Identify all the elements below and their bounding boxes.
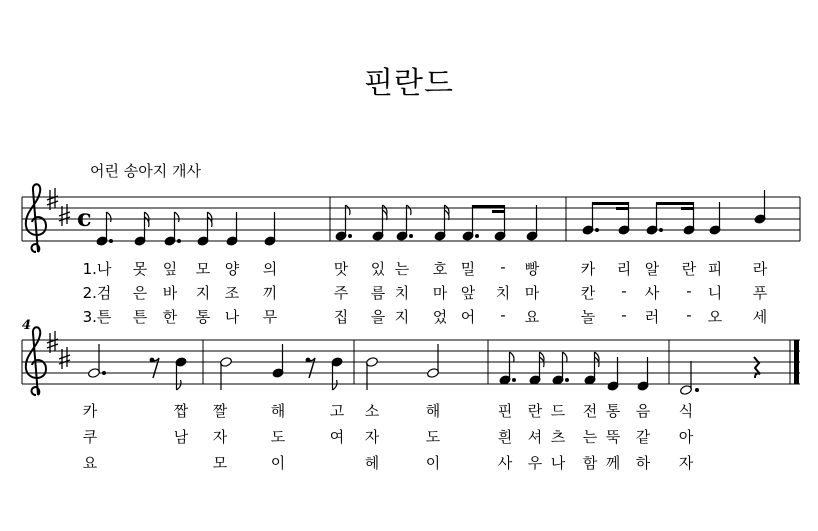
lyric-syllable: 피: [707, 260, 723, 278]
lyric-syllable: 바: [162, 284, 178, 302]
lyric-syllable: 양: [224, 260, 240, 278]
lyric-syllable: 알: [644, 260, 660, 278]
lyric-syllable: 리: [616, 260, 632, 278]
lyric-syllable: 카: [580, 260, 596, 278]
lyric-syllable: 칸: [580, 284, 596, 302]
lyric-line-2-verse-1: [0, 400, 818, 420]
lyric-syllable: 마: [524, 284, 540, 302]
lyric-syllable: 통: [195, 308, 211, 326]
lyric-syllable: 있: [370, 260, 386, 278]
lyric-syllable: 튼: [132, 308, 148, 326]
lyric-syllable: 카: [82, 402, 98, 420]
lyric-syllable: 러: [644, 308, 660, 326]
lyric-syllable: 놀: [580, 308, 596, 326]
lyric-syllable: 3.튼: [82, 308, 112, 326]
lyric-syllable: 헤: [364, 454, 380, 472]
lyric-syllable: 통: [605, 402, 621, 420]
lyric-syllable: 도: [270, 428, 286, 446]
lyric-syllable: 도: [425, 428, 441, 446]
lyric-syllable: 함: [582, 454, 598, 472]
common-time-icon: c: [77, 203, 92, 232]
lyric-syllable: 요: [82, 454, 98, 472]
lyric-syllable: 전: [582, 402, 598, 420]
lyric-syllable: 음: [635, 402, 651, 420]
lyric-syllable: 여: [329, 428, 345, 446]
lyric-syllable: 츠: [550, 428, 566, 446]
lyric-syllable: 란: [527, 402, 543, 420]
lyric-syllable: -: [686, 282, 692, 300]
lyric-syllable: 쿠: [82, 428, 98, 446]
lyric-syllable: 1.나: [82, 260, 112, 278]
lyric-syllable: 해: [425, 402, 441, 420]
lyric-line-2-verse-3: [0, 452, 818, 472]
lyric-syllable: 을: [370, 308, 386, 326]
lyric-syllable: 사: [497, 454, 513, 472]
lyric-syllable: 는: [582, 428, 598, 446]
measure-number: 4: [22, 318, 32, 333]
lyric-syllable: 께: [605, 454, 621, 472]
lyric-syllable: -: [500, 306, 506, 324]
lyric-syllable: 주: [333, 284, 349, 302]
lyric-syllable: 마: [432, 284, 448, 302]
lyric-syllable: 남: [173, 428, 189, 446]
lyric-syllable: 오: [707, 308, 723, 326]
lyric-syllable: 2.검: [82, 284, 112, 302]
lyric-line-1-verse-1: [0, 258, 818, 278]
lyric-syllable: -: [500, 258, 506, 276]
lyric-syllable: 빵: [524, 260, 540, 278]
lyric-line-2-verse-2: [0, 426, 818, 446]
lyric-syllable: 짤: [212, 402, 228, 420]
lyric-syllable: 우: [527, 454, 543, 472]
notes-system-2: [88, 344, 760, 395]
lyric-syllable: 드: [550, 402, 566, 420]
lyric-syllable: -: [621, 282, 627, 300]
lyric-syllable: 었: [432, 308, 448, 326]
key-signature-sharp-icon: [47, 331, 70, 369]
key-signature-sharp-icon: [47, 188, 70, 226]
lyric-syllable: 이: [270, 454, 286, 472]
lyric-syllable: 어: [460, 308, 476, 326]
lyric-syllable: 세: [752, 308, 768, 326]
lyric-syllable: 흰: [497, 428, 513, 446]
treble-clef-icon: [26, 327, 46, 395]
lyric-syllable: 모: [212, 454, 228, 472]
lyric-syllable: 은: [132, 284, 148, 302]
lyric-syllable: 식: [678, 402, 694, 420]
lyric-syllable: 셔: [527, 428, 543, 446]
lyric-syllable: 모: [195, 260, 211, 278]
final-barline: [794, 340, 799, 384]
lyric-syllable: 한: [162, 308, 178, 326]
lyric-syllable: 요: [524, 308, 540, 326]
lyric-syllable: 하: [635, 454, 651, 472]
lyricist-credit: 어린 송아지 개사: [90, 162, 201, 180]
lyric-syllable: 못: [132, 260, 148, 278]
lyric-syllable: 자: [364, 428, 380, 446]
lyric-syllable: 사: [644, 284, 660, 302]
lyric-syllable: 짭: [173, 402, 189, 420]
lyric-syllable: 자: [678, 454, 694, 472]
lyric-syllable: 끼: [262, 284, 278, 302]
lyric-syllable: 나: [550, 454, 566, 472]
lyric-syllable: 맛: [333, 260, 349, 278]
lyric-line-1-verse-3: [0, 306, 818, 326]
beams-system-1: [107, 202, 694, 227]
lyric-syllable: 소: [364, 402, 380, 420]
song-title: 핀란드: [364, 66, 454, 101]
treble-clef-icon: [26, 184, 46, 252]
lyric-syllable: 앞: [460, 284, 476, 302]
lyric-syllable: 름: [370, 284, 386, 302]
staff-system-2: [22, 340, 800, 384]
lyric-syllable: 조: [224, 284, 240, 302]
lyric-syllable: 치: [394, 284, 410, 302]
lyric-syllable: 지: [394, 308, 410, 326]
lyric-syllable: 푸: [752, 284, 768, 302]
lyric-line-1-verse-2: [0, 282, 818, 302]
lyric-syllable: 치: [495, 284, 511, 302]
notes-system-1: [96, 190, 766, 246]
lyric-syllable: 같: [635, 428, 651, 446]
lyric-syllable: 핀: [497, 402, 513, 420]
lyric-syllable: 집: [333, 308, 349, 326]
lyric-syllable: 고: [329, 402, 345, 420]
lyric-syllable: 는: [394, 260, 410, 278]
lyric-syllable: 아: [678, 428, 694, 446]
lyric-syllable: 호: [432, 260, 448, 278]
lyric-syllable: 뚝: [605, 428, 621, 446]
lyric-syllable: 무: [262, 308, 278, 326]
lyric-syllable: 밀: [460, 260, 476, 278]
lyric-syllable: 니: [707, 284, 723, 302]
lyric-syllable: 지: [195, 284, 211, 302]
lyric-syllable: 이: [425, 454, 441, 472]
lyric-syllable: 라: [752, 260, 768, 278]
lyric-syllable: -: [621, 306, 627, 324]
lyric-syllable: 자: [212, 428, 228, 446]
lyric-syllable: 의: [262, 260, 278, 278]
lyric-syllable: 잎: [162, 260, 178, 278]
lyric-syllable: -: [686, 306, 692, 324]
lyric-syllable: 나: [224, 308, 240, 326]
lyric-syllable: 란: [681, 260, 697, 278]
lyric-syllable: 해: [270, 402, 286, 420]
